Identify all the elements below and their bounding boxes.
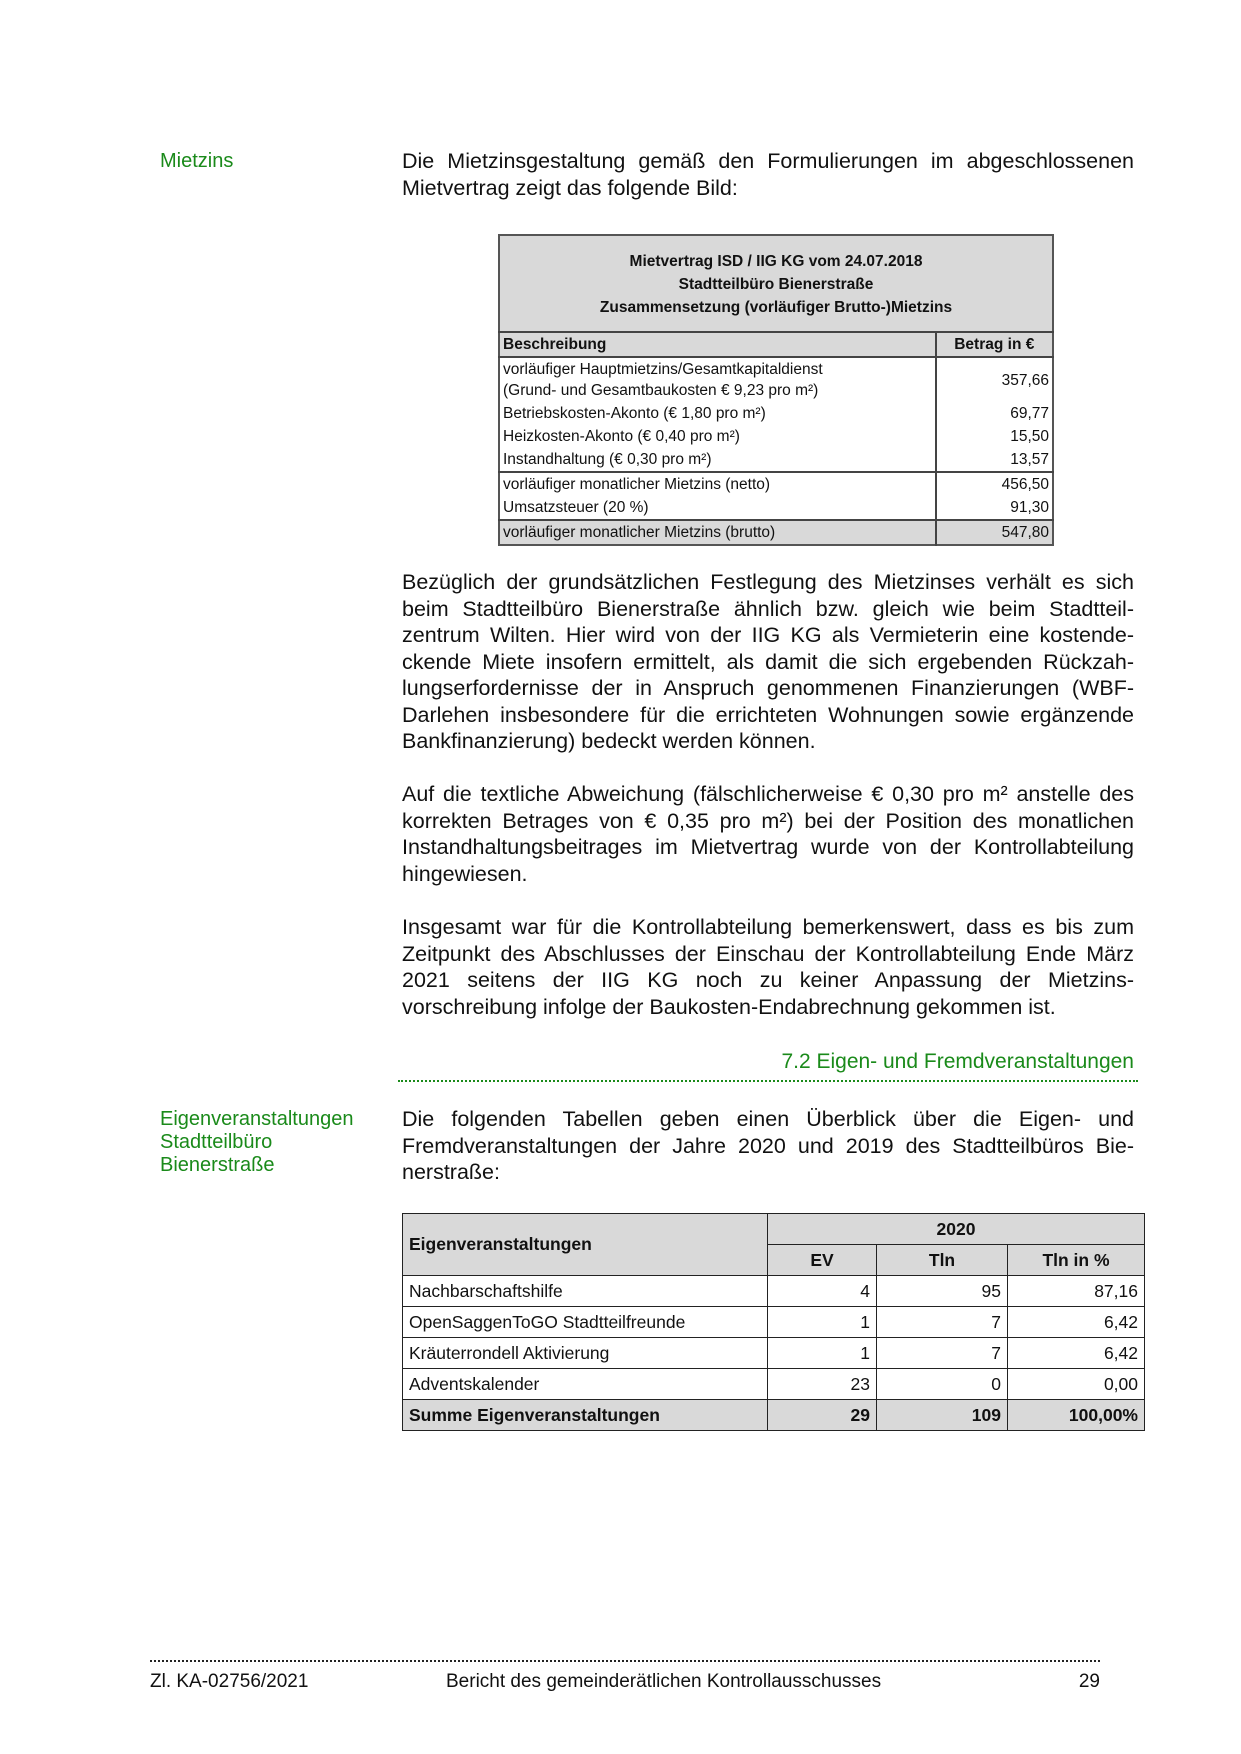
table-row: vorläufiger Hauptmietzins/Gesamtkapitaldienst (Grund- und Gesamtbaukosten € 9,23 pro m²) 357,66	[499, 357, 1053, 402]
paragraph: Bezüglich der grundsätzlichen Festlegung des Mietzinses verhält es sich beim Stadtteilbüro Bienerstraße ähnlich bzw. gleich wie beim Stadtteilzentrum Wilten. Hier wird von der IIG KG als Vermieterin eine kostendeckende Miete insofern ermittelt, als damit die sich ergebenden Rückzahlungserfordernisse der in Anspruch genommenen Finanzierungen (WBF-Darlehen insbesondere für die errichteten Wohnungen sowie ergänzende Bankfinanzierung) bedeckt werden können.	[402, 570, 1134, 753]
col-header-year: 2020	[768, 1214, 1145, 1245]
footer-title: Bericht des gemeinderätlichen Kontrollausschusses	[446, 1671, 882, 1692]
table-row: Nachbarschaftshilfe 4 95 87,16	[403, 1276, 1145, 1307]
table-row: Heizkosten-Akonto (€ 0,40 pro m²) 15,50	[499, 425, 1053, 448]
table-row: OpenSaggenToGO Stadtteilfreunde 1 7 6,42	[403, 1307, 1145, 1338]
col-header-name: Eigenveranstaltungen	[403, 1214, 768, 1276]
page-number: 29	[1078, 1671, 1100, 1692]
rent-table	[498, 234, 1054, 546]
intro-text: Die Mietzinsgestaltung gemäß den Formulierungen im abgeschlossenen Mietvertrag zeigt das folgende Bild:	[402, 149, 1134, 200]
side-label-mietzins: Mietzins	[160, 150, 234, 172]
paragraph: Insgesamt war für die Kontrollabteilung bemerkenswert, dass es bis zum Zeitpunkt des Abschlusses der Einschau der Kontrollabteilung Ende März 2021 seitens der IIG KG noch zu keiner Anpassung der Mietzinsvorschreibung infolge der Baukosten-Endabrechnung gekommen ist.	[402, 915, 1134, 1019]
table-row: vorläufiger monatlicher Mietzins (netto) 456,50	[499, 472, 1053, 496]
heading-divider	[398, 1080, 1138, 1082]
paragraph: Auf die textliche Abweichung (fälschlicherweise € 0,30 pro m² anstelle des korrekten Betrages von € 0,35 pro m²) bei der Position des monatlichen Instandhaltungsbeitrages im Mietvertrag wurde von der Kontrollabteilung hingewiesen.	[402, 782, 1134, 886]
event-table: Eigenveranstaltungen 2020 EV Tln Tln in % Nachbarschaftshilfe 4 95 87,16 OpenSaggenToGO Stadtteilfreunde 1 7 6,42 Kräuterrondell Aktivierung 1 7 6,42 Adventskalender 23 0 0,00 Summe Eigenveranstaltungen 29 109 100,00%	[402, 1213, 1145, 1431]
table-row: Adventskalender 23 0 0,00	[403, 1369, 1145, 1400]
table-row: Instandhaltung (€ 0,30 pro m²) 13,57	[499, 448, 1053, 472]
table-row: Umsatzsteuer (20 %) 91,30	[499, 496, 1053, 520]
table-row: Kräuterrondell Aktivierung 1 7 6,42	[403, 1338, 1145, 1369]
footer-ref: Zl. KA-02756/2021	[150, 1671, 309, 1692]
section-heading: 7.2 Eigen- und Fremdveranstaltungen	[781, 1050, 1134, 1073]
footer-divider	[150, 1660, 1100, 1662]
table-total-row: vorläufiger monatlicher Mietzins (brutto) 547,80	[499, 520, 1053, 545]
table-total-row: Summe Eigenveranstaltungen 29 109 100,00%	[403, 1400, 1145, 1431]
section-intro: Die folgenden Tabellen geben einen Überblick über die Eigen- und Fremdveranstaltungen der Jahre 2020 und 2019 des Stadtteilbüros Bienerstraße:	[402, 1107, 1134, 1184]
side-label-eigen: Eigenveranstaltungen Stadtteilbüro Bienerstraße	[160, 1108, 354, 1176]
table-row: Betriebskosten-Akonto (€ 1,80 pro m²) 69,77	[499, 402, 1053, 425]
rent-table-title: Mietvertrag ISD / IIG KG vom 24.07.2018 Stadtteilbüro Bienerstraße Zusammensetzung (vorläufiger Brutto-)Mietzins	[499, 235, 1053, 332]
col-header-amount: Betrag in €	[936, 332, 1053, 357]
col-header-desc: Beschreibung	[503, 336, 607, 353]
